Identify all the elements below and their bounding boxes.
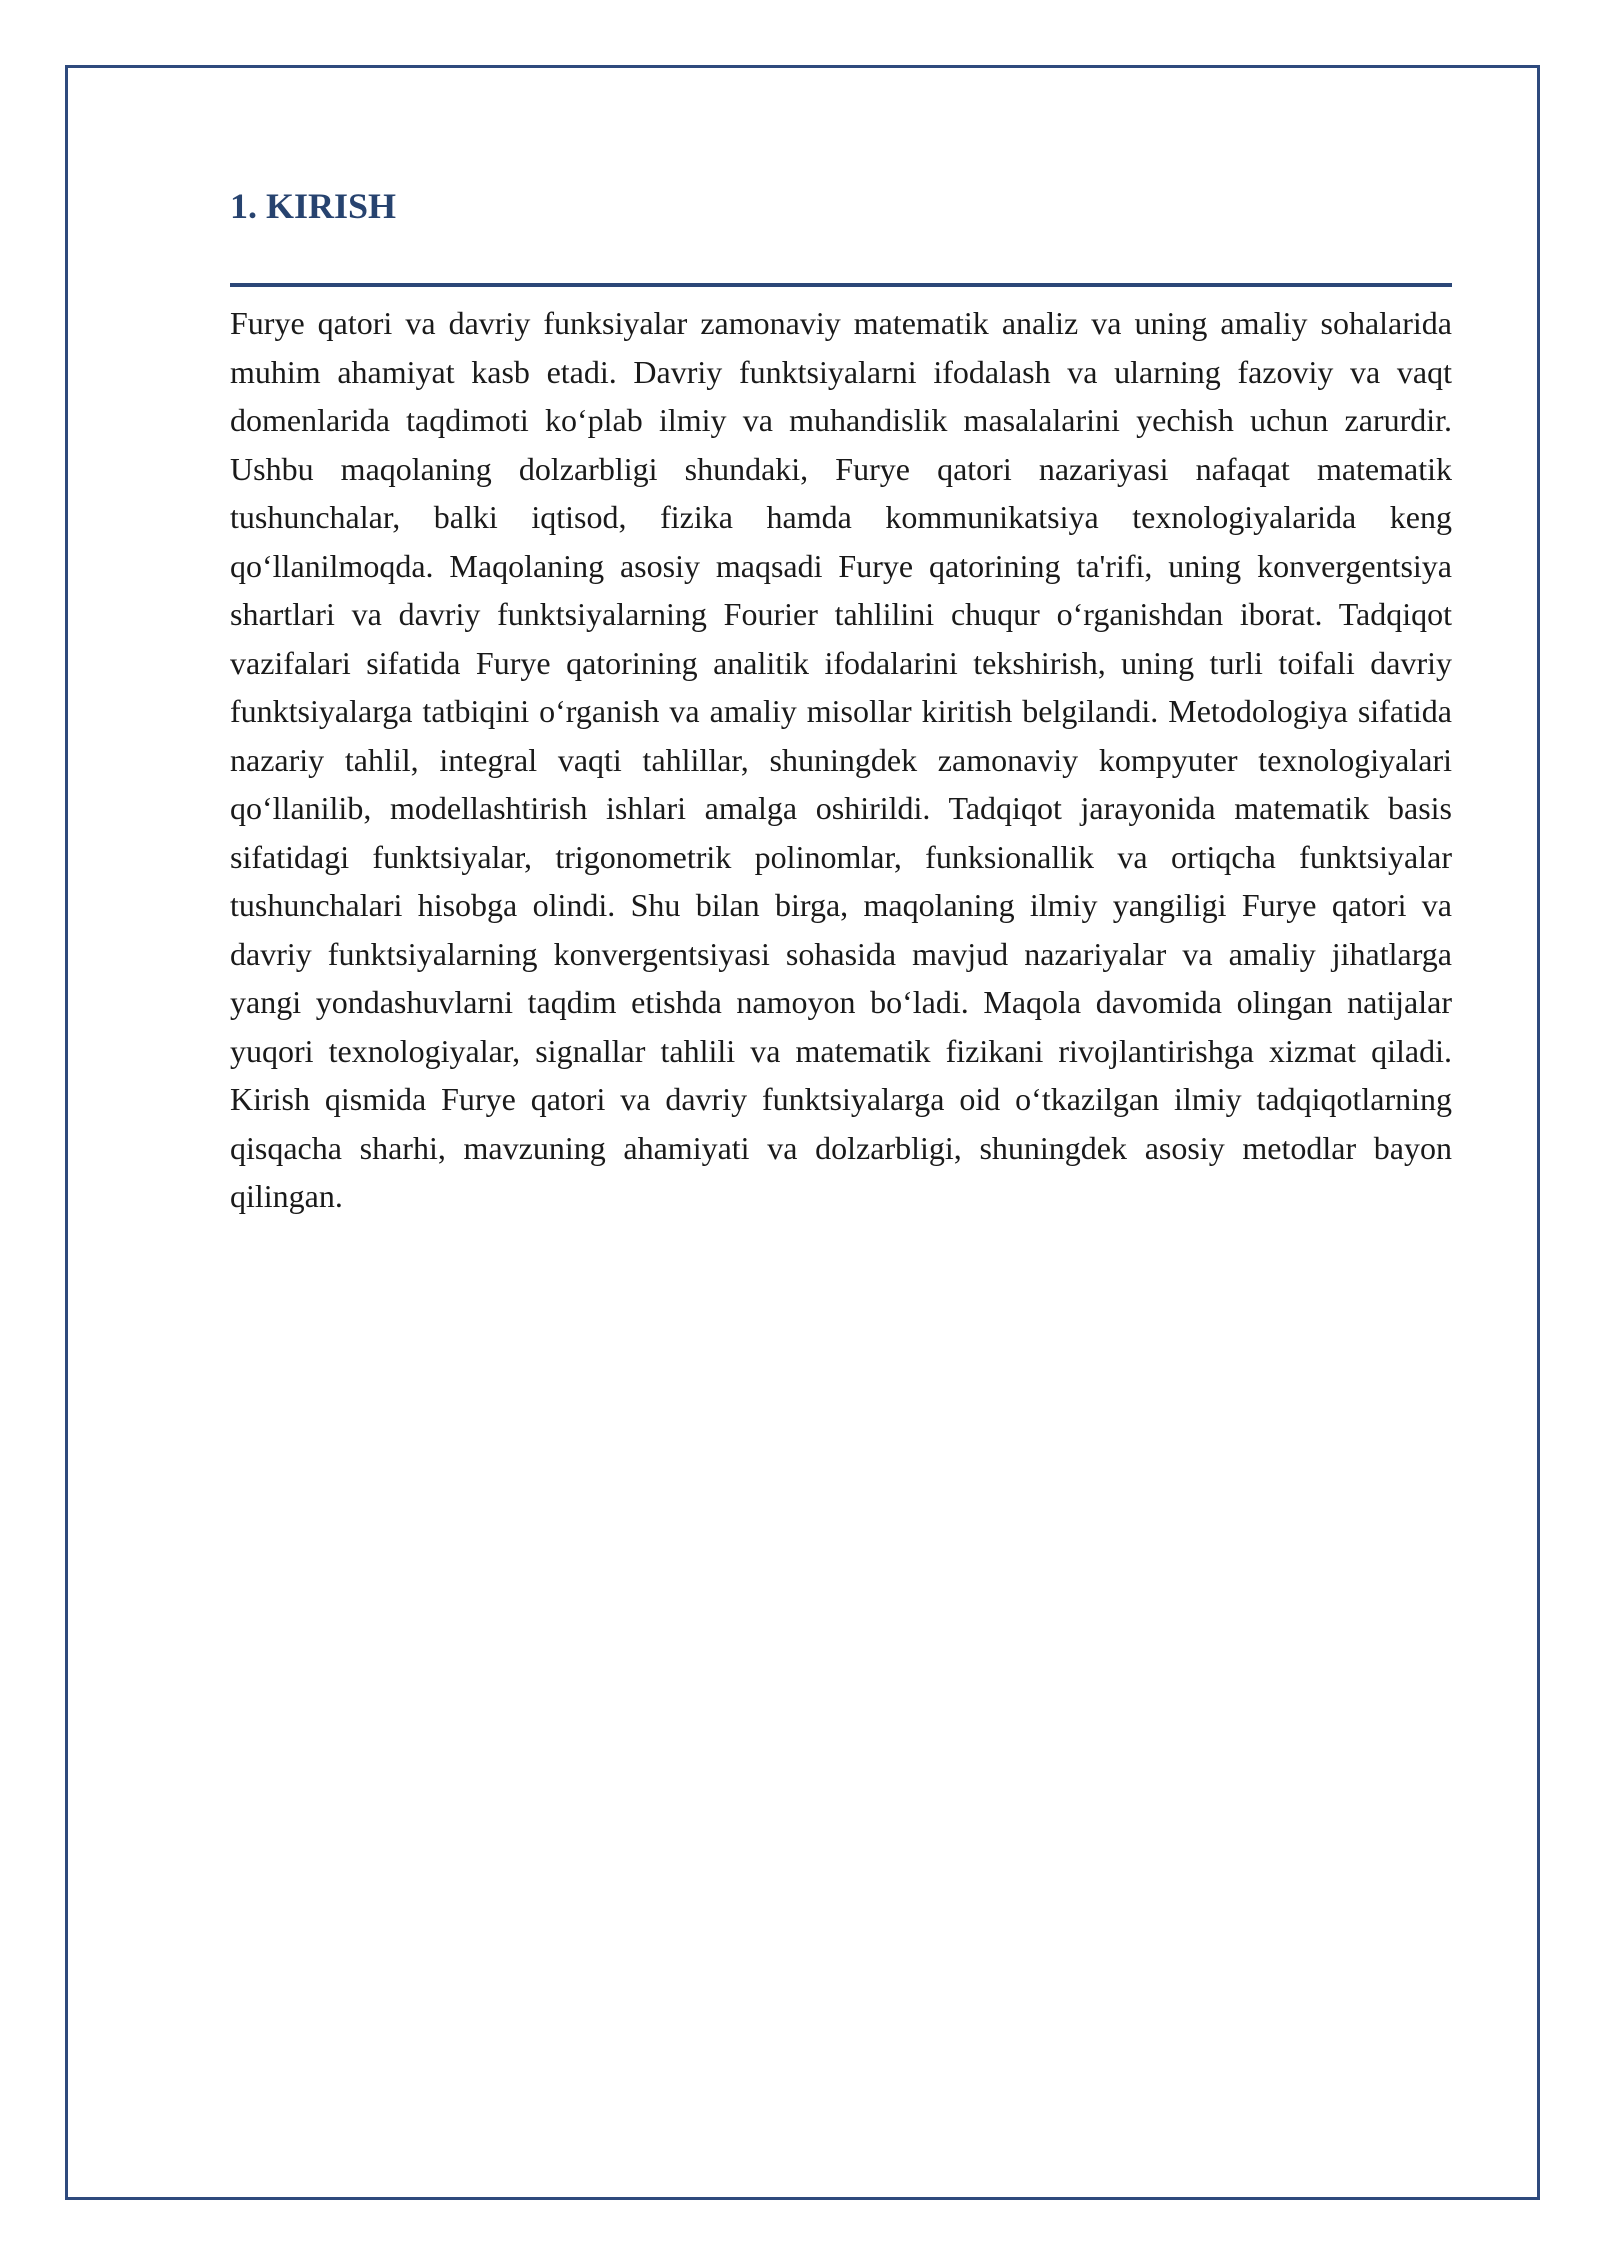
body-paragraph: Furye qatori va davriy funksiyalar zamonaviy matematik analiz va uning amaliy sohalarida muhim ahamiyat kasb etadi. Davriy funktsiyalarni ifodalash va ularning fazoviy va vaqt domenlarida taqdimoti koʻplab ilmiy va muhandislik masalalarini yechish uchun zarurdir. Ushbu maqolaning dolzarbligi shundaki, Furye qatori nazariyasi nafaqat matematik tushunchalar, balki iqtisod, fizika hamda kommunikatsiya texnologiyalarida keng qoʻllanilmoqda. Maqolaning asosiy maqsadi Furye qatorining ta'rifi, uning konvergentsiya shartlari va davriy funktsiyalarning Fourier tahlilini chuqur oʻrganishdan iborat. Tadqiqot vazifalari sifatida Furye qatorining analitik ifodalarini tekshirish, uning turli toifali davriy funktsiyalarga tatbiqini oʻrganish va amaliy misollar kiritish belgilandi. Metodologiya sifatida nazariy tahlil, integral vaqti tahlillar, shuningdek zamonaviy kompyuter texnologiyalari qoʻllanilib, modellashtirish ishlari amalga oshirildi. Tadqiqot jarayonida matematik basis sifatidagi funktsiyalar, trigonometrik polinomlar, funksionallik va ortiqcha funktsiyalar tushunchalari hisobga olindi. Shu bilan birga, maqolaning ilmiy yangiligi Furye qatori va davriy funktsiyalarning konvergentsiyasi sohasida mavjud nazariyalar va amaliy jihatlarga yangi yondashuvlarni taqdim etishda namoyon boʻladi. Maqola davomida olingan natijalar yuqori texnologiyalar, signallar tahlili va matematik fizikani rivojlantirishga xizmat qiladi. Kirish qismida Furye qatori va davriy funktsiyalarga oid oʻtkazilgan ilmiy tadqiqotlarning qisqacha sharhi, mavzuning ahamiyati va dolzarbligi, shuningdek asosiy metodlar bayon qilingan. — [230, 305, 1452, 1215]
section-heading: 1. KIRISH — [230, 186, 397, 226]
heading-divider — [230, 283, 1452, 287]
page-content — [230, 185, 1452, 1221]
